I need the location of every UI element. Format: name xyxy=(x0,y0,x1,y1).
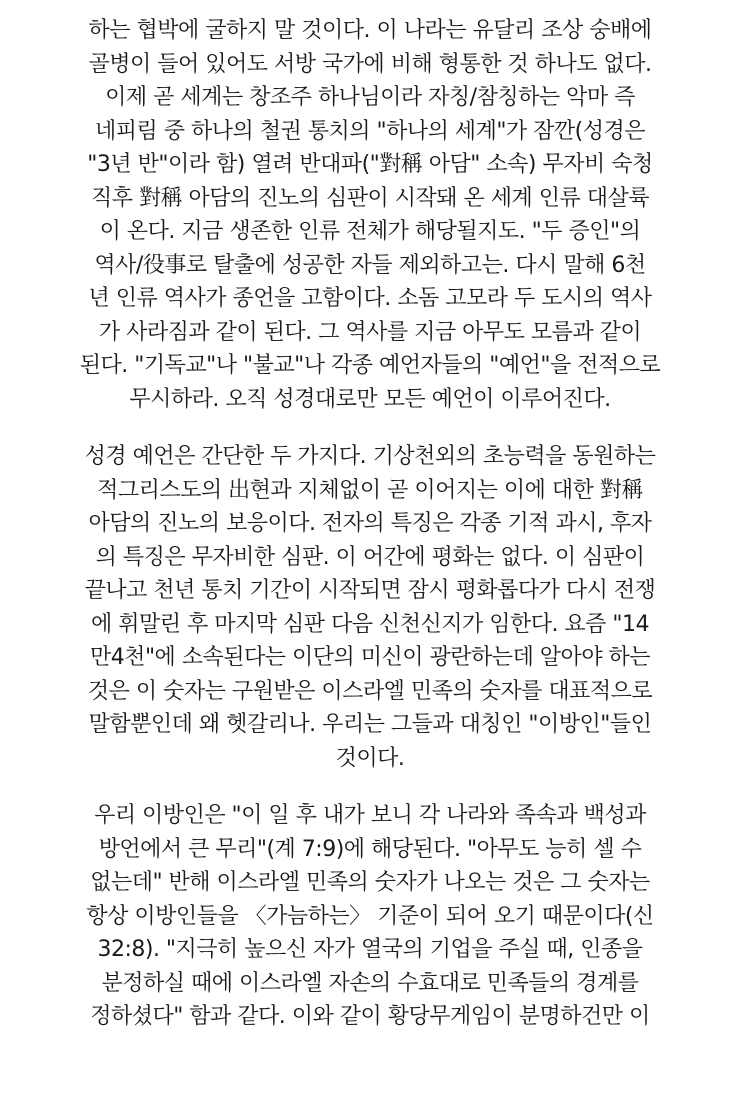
text-line: 역사/役事로 탈출에 성공한 자들 제외하고는. 다시 말해 6천 xyxy=(94,252,646,278)
paragraph-2 xyxy=(12,440,728,775)
text-line: 정하셨다" 함과 같다. 이와 같이 황당무게임이 분명하건만 이 xyxy=(90,1004,650,1029)
text-line: 이제 곧 세계는 창조주 하나님이라 자칭/참칭하는 악마 즉 xyxy=(105,85,635,110)
text-line: 성경 예언은 간단한 두 가지다. 기상천외의 초능력을 동원하는 xyxy=(84,444,656,469)
text-line: 없는데" 반해 이스라엘 민족의 숫자가 나오는 것은 그 숫자는 xyxy=(90,870,650,895)
text-line: 의 특징은 무자비한 심판. 이 어간에 평화는 없다. 이 심판이 xyxy=(95,544,645,570)
text-line: 항상 이방인들을 〈가늠하는〉 기준이 되어 오기 때문이다(신 xyxy=(86,903,654,929)
text-line: 적그리스도의 出현과 지체없이 곧 이어지는 이에 대한 對稱 xyxy=(97,477,643,503)
paragraph-spacer xyxy=(12,416,728,440)
paragraph-1 xyxy=(12,14,728,416)
text-line: 네피림 중 하나의 철권 통치의 "하나의 세계"가 잠깐(성경은 xyxy=(94,118,646,144)
text-line: 것이다. xyxy=(335,745,405,771)
text-line: 하는 협박에 굴하지 말 것이다. 이 나라는 유달리 조상 숭배에 xyxy=(88,18,652,43)
text-line: 말함뿐인데 왜 헷갈리나. 우리는 그들과 대칭인 "이방인"들인 xyxy=(88,712,652,737)
text-line: 우리 이방인은 "이 일 후 내가 보니 각 나라와 족속과 백성과 xyxy=(94,803,646,828)
text-line: 무시하라. 오직 성경대로만 모든 예언이 이루어진다. xyxy=(129,386,611,412)
text-line: 32:8). "지극히 높으신 자가 열국의 기업을 주실 때, 인종을 xyxy=(97,937,643,962)
paragraph-spacer xyxy=(12,775,728,799)
text-line: 분정하실 때에 이스라엘 자손의 수효대로 민족들의 경계를 xyxy=(101,970,639,996)
text-line: 가 사라짐과 같이 된다. 그 역사를 지금 아무도 모름과 같이 xyxy=(98,319,642,345)
text-line: 끝나고 천년 통치 기간이 시작되면 잠시 평화롭다가 다시 전쟁 xyxy=(84,578,656,603)
text-line: 골병이 들어 있어도 서방 국가에 비해 형통한 것 하나도 없다. xyxy=(88,51,652,77)
text-line: 아담의 진노의 보응이다. 전자의 특징은 각종 기적 과시, 후자 xyxy=(88,511,652,536)
text-line: 것은 이 숫자는 구원받은 이스라엘 민족의 숫자를 대표적으로 xyxy=(87,678,653,704)
text-line: 이 온다. 지금 생존한 인류 전체가 해당될지도. "두 증인"의 xyxy=(99,219,641,244)
text-line: "3년 반"이라 함) 열려 반대파("對稱 아담" 소속) 무자비 숙청 xyxy=(87,152,653,177)
text-line: 직후 對稱 아담의 진노의 심판이 시작돼 온 세계 인류 대살륙 xyxy=(91,185,649,211)
paragraph-3 xyxy=(12,799,728,1034)
text-line: 에 휘말린 후 마지막 심판 다음 신천신지가 임한다. 요즘 "14 xyxy=(90,611,650,637)
text-line: 만4천"에 소속된다는 이단의 미신이 광란하는데 알아야 하는 xyxy=(89,645,651,670)
text-line: 된다. "기독교"나 "불교"나 각종 예언자들의 "예언"을 전적으로 xyxy=(79,353,661,378)
text-line: 방언에서 큰 무리"(계 7:9)에 해당된다. "아무도 능히 셀 수 xyxy=(98,836,642,862)
text-line: 년 인류 역사가 종언을 고함이다. 소돔 고모라 두 도시의 역사 xyxy=(88,286,652,311)
